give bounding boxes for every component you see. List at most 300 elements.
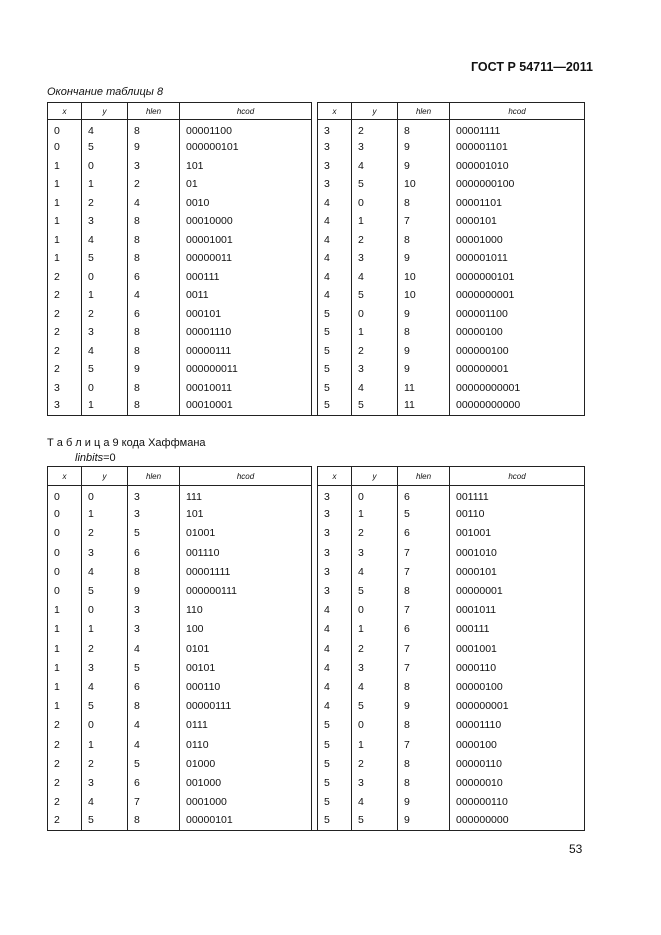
- table-row: [48, 793, 585, 812]
- cell-x: 5: [318, 379, 352, 398]
- cell-y: 0: [352, 486, 398, 505]
- cell-x: 4: [318, 697, 352, 716]
- cell-hlen: 9: [128, 581, 180, 600]
- cell-x: 5: [318, 735, 352, 754]
- cell-x: 0: [48, 120, 82, 139]
- table-row: [48, 249, 585, 268]
- cell-y: 4: [352, 677, 398, 696]
- cell-hcod: 001000: [180, 773, 312, 792]
- cell-x: 4: [318, 677, 352, 696]
- table-row: [48, 658, 585, 677]
- cell-x: 2: [48, 754, 82, 773]
- cell-y: 2: [352, 342, 398, 361]
- cell-hlen: 3: [128, 486, 180, 505]
- cell-hcod: 00110: [450, 505, 585, 524]
- cell-hlen: 8: [398, 231, 450, 250]
- cell-hcod: 00101: [180, 658, 312, 677]
- cell-hlen: 9: [398, 697, 450, 716]
- cell-y: 0: [352, 305, 398, 324]
- table-row: [48, 120, 585, 139]
- table-row: [48, 620, 585, 639]
- cell-y: 4: [352, 379, 398, 398]
- cell-x: 1: [48, 212, 82, 231]
- table-row: [48, 379, 585, 398]
- cell-y: 0: [82, 379, 128, 398]
- cell-x: 2: [48, 716, 82, 735]
- cell-y: 3: [352, 773, 398, 792]
- cell-hcod: 0001001: [450, 639, 585, 658]
- cell-y: 5: [352, 697, 398, 716]
- cell-y: 3: [352, 249, 398, 268]
- cell-hlen: 8: [398, 677, 450, 696]
- cell-y: 5: [82, 138, 128, 157]
- cell-y: 2: [352, 754, 398, 773]
- cell-hcod: 00000011: [180, 249, 312, 268]
- cell-y: 1: [82, 175, 128, 194]
- cell-hlen: 6: [128, 773, 180, 792]
- cell-hlen: 6: [128, 305, 180, 324]
- cell-x: 4: [318, 231, 352, 250]
- cell-hcod: 000000100: [450, 342, 585, 361]
- cell-hcod: 00000001: [450, 581, 585, 600]
- table-row: [48, 505, 585, 524]
- cell-x: 4: [318, 639, 352, 658]
- cell-hcod: 0011: [180, 286, 312, 305]
- table-row: [48, 397, 585, 416]
- cell-x: 5: [318, 305, 352, 324]
- col-header-hcod: hcod: [180, 103, 312, 120]
- cell-x: 5: [318, 397, 352, 416]
- cell-x: 3: [318, 486, 352, 505]
- cell-y: 0: [82, 486, 128, 505]
- cell-x: 4: [318, 286, 352, 305]
- cell-hlen: 8: [398, 773, 450, 792]
- cell-x: 0: [48, 543, 82, 562]
- cell-hlen: 5: [398, 505, 450, 524]
- cell-y: 5: [82, 581, 128, 600]
- cell-y: 3: [352, 543, 398, 562]
- cell-x: 1: [48, 639, 82, 658]
- cell-hlen: 6: [128, 268, 180, 287]
- cell-x: 1: [48, 231, 82, 250]
- cell-hcod: 0101: [180, 639, 312, 658]
- col-header-y: y: [82, 103, 128, 120]
- table-row: [48, 286, 585, 305]
- cell-hlen: 2: [128, 175, 180, 194]
- cell-x: 0: [48, 562, 82, 581]
- cell-hlen: 9: [398, 342, 450, 361]
- cell-y: 1: [82, 505, 128, 524]
- cell-hlen: 8: [128, 397, 180, 416]
- cell-x: 1: [48, 658, 82, 677]
- cell-hlen: 10: [398, 268, 450, 287]
- cell-x: 5: [318, 793, 352, 812]
- cell-x: 4: [318, 249, 352, 268]
- cell-y: 1: [352, 620, 398, 639]
- cell-x: 0: [48, 505, 82, 524]
- cell-hlen: 10: [398, 175, 450, 194]
- cell-y: 1: [352, 735, 398, 754]
- col-header-y: y: [352, 103, 398, 120]
- cell-hcod: 000000110: [450, 793, 585, 812]
- cell-hlen: 7: [398, 735, 450, 754]
- cell-y: 0: [82, 157, 128, 176]
- cell-x: 1: [48, 620, 82, 639]
- table-row: [48, 175, 585, 194]
- cell-x: 3: [318, 524, 352, 543]
- cell-y: 0: [82, 601, 128, 620]
- cell-hcod: 00000110: [450, 754, 585, 773]
- cell-hcod: 00001110: [450, 716, 585, 735]
- cell-x: 3: [318, 157, 352, 176]
- col-header-x: x: [318, 103, 352, 120]
- table-row: [48, 486, 585, 505]
- cell-hcod: 00000010: [450, 773, 585, 792]
- col-header-hcod: hcod: [450, 103, 585, 120]
- cell-hcod: 000000001: [450, 360, 585, 379]
- cell-hlen: 4: [128, 639, 180, 658]
- cell-hcod: 0110: [180, 735, 312, 754]
- cell-y: 2: [82, 639, 128, 658]
- cell-x: 2: [48, 793, 82, 812]
- cell-y: 1: [352, 212, 398, 231]
- cell-hlen: 4: [128, 735, 180, 754]
- cell-hcod: 0010: [180, 194, 312, 213]
- cell-hcod: 00001111: [180, 562, 312, 581]
- cell-hlen: 3: [128, 620, 180, 639]
- cell-hcod: 0000000001: [450, 286, 585, 305]
- cell-hcod: 0001011: [450, 601, 585, 620]
- cell-hlen: 9: [398, 138, 450, 157]
- cell-hcod: 0000101: [450, 562, 585, 581]
- cell-hlen: 5: [128, 524, 180, 543]
- linbits-value: =0: [103, 452, 116, 464]
- cell-hcod: 000001010: [450, 157, 585, 176]
- cell-y: 4: [82, 120, 128, 139]
- cell-hlen: 8: [128, 120, 180, 139]
- cell-hlen: 6: [128, 677, 180, 696]
- cell-hlen: 9: [398, 812, 450, 831]
- cell-hlen: 11: [398, 379, 450, 398]
- cell-x: 3: [48, 379, 82, 398]
- cell-hcod: 00001111: [450, 120, 585, 139]
- cell-hlen: 8: [128, 231, 180, 250]
- cell-y: 2: [352, 639, 398, 658]
- cell-y: 4: [352, 562, 398, 581]
- cell-x: 2: [48, 268, 82, 287]
- cell-hcod: 000110: [180, 677, 312, 696]
- table-row: [48, 754, 585, 773]
- col-header-hlen: hlen: [128, 103, 180, 120]
- table-row: [48, 194, 585, 213]
- cell-x: 5: [318, 754, 352, 773]
- cell-x: 3: [318, 175, 352, 194]
- cell-hcod: 110: [180, 601, 312, 620]
- col-header-hlen: hlen: [398, 103, 450, 120]
- cell-y: 0: [82, 716, 128, 735]
- cell-y: 5: [82, 812, 128, 831]
- cell-hcod: 000000101: [180, 138, 312, 157]
- cell-hcod: 101: [180, 157, 312, 176]
- cell-x: 0: [48, 524, 82, 543]
- cell-hcod: 00000111: [180, 697, 312, 716]
- cell-hlen: 8: [398, 323, 450, 342]
- linbits-label: [75, 452, 116, 464]
- table-row: [48, 524, 585, 543]
- cell-hlen: 7: [398, 543, 450, 562]
- cell-hcod: 00001001: [180, 231, 312, 250]
- cell-hlen: 8: [128, 342, 180, 361]
- cell-x: 5: [318, 323, 352, 342]
- cell-hcod: 0000000101: [450, 268, 585, 287]
- cell-y: 5: [82, 360, 128, 379]
- table-row: [48, 543, 585, 562]
- cell-hlen: 7: [398, 639, 450, 658]
- cell-hcod: 000000011: [180, 360, 312, 379]
- cell-hlen: 3: [128, 505, 180, 524]
- cell-hcod: 0000110: [450, 658, 585, 677]
- cell-hcod: 000111: [450, 620, 585, 639]
- cell-y: 1: [82, 397, 128, 416]
- cell-hcod: 00001101: [450, 194, 585, 213]
- cell-y: 4: [82, 562, 128, 581]
- cell-hlen: 9: [398, 305, 450, 324]
- cell-x: 0: [48, 138, 82, 157]
- cell-y: 1: [352, 505, 398, 524]
- table-row: [48, 323, 585, 342]
- col-header-x: x: [48, 467, 82, 486]
- cell-y: 4: [82, 677, 128, 696]
- cell-y: 3: [352, 138, 398, 157]
- cell-x: 3: [48, 397, 82, 416]
- cell-y: 5: [82, 249, 128, 268]
- table-row: [48, 639, 585, 658]
- cell-hlen: 9: [398, 157, 450, 176]
- cell-hcod: 0001010: [450, 543, 585, 562]
- cell-hlen: 8: [398, 716, 450, 735]
- cell-y: 2: [352, 120, 398, 139]
- cell-hlen: 8: [398, 194, 450, 213]
- cell-y: 1: [82, 286, 128, 305]
- cell-hcod: 001110: [180, 543, 312, 562]
- table-row: [48, 157, 585, 176]
- cell-y: 2: [82, 754, 128, 773]
- cell-hcod: 001111: [450, 486, 585, 505]
- cell-x: 3: [318, 543, 352, 562]
- table-header-row: [48, 103, 585, 120]
- cell-y: 5: [82, 697, 128, 716]
- cell-x: 3: [318, 505, 352, 524]
- col-header-hlen: hlen: [398, 467, 450, 486]
- cell-hcod: 00000101: [180, 812, 312, 831]
- cell-hlen: 9: [128, 360, 180, 379]
- cell-y: 3: [82, 212, 128, 231]
- cell-hlen: 10: [398, 286, 450, 305]
- cell-y: 1: [82, 620, 128, 639]
- cell-hcod: 00001100: [180, 120, 312, 139]
- cell-y: 3: [82, 658, 128, 677]
- table8-caption: Окончание таблицы 8: [47, 86, 164, 98]
- cell-hlen: 9: [398, 249, 450, 268]
- cell-hlen: 3: [128, 601, 180, 620]
- cell-x: 4: [318, 268, 352, 287]
- table-header-row: [48, 467, 585, 486]
- table-row: [48, 268, 585, 287]
- table-row: [48, 342, 585, 361]
- cell-hcod: 00000100: [450, 323, 585, 342]
- table-row: [48, 735, 585, 754]
- cell-x: 1: [48, 677, 82, 696]
- cell-hlen: 7: [128, 793, 180, 812]
- table-row: [48, 716, 585, 735]
- cell-hlen: 6: [128, 543, 180, 562]
- cell-hlen: 8: [128, 323, 180, 342]
- cell-y: 5: [352, 581, 398, 600]
- cell-hcod: 000001101: [450, 138, 585, 157]
- cell-x: 5: [318, 716, 352, 735]
- cell-hcod: 00000000000: [450, 397, 585, 416]
- cell-y: 5: [352, 175, 398, 194]
- cell-hlen: 8: [128, 379, 180, 398]
- cell-y: 4: [352, 793, 398, 812]
- cell-x: 1: [48, 601, 82, 620]
- cell-hcod: 000000111: [180, 581, 312, 600]
- cell-y: 4: [82, 231, 128, 250]
- cell-hlen: 8: [398, 754, 450, 773]
- cell-x: 4: [318, 194, 352, 213]
- cell-x: 3: [318, 138, 352, 157]
- cell-y: 2: [82, 194, 128, 213]
- cell-hcod: 111: [180, 486, 312, 505]
- cell-hlen: 8: [398, 581, 450, 600]
- cell-hcod: 00001000: [450, 231, 585, 250]
- cell-hlen: 6: [398, 620, 450, 639]
- col-header-x: x: [48, 103, 82, 120]
- cell-x: 1: [48, 157, 82, 176]
- linbits-name: linbits: [75, 452, 104, 464]
- cell-x: 2: [48, 323, 82, 342]
- cell-y: 0: [352, 601, 398, 620]
- huffman-table-9: [47, 466, 585, 831]
- cell-hlen: 4: [128, 194, 180, 213]
- cell-y: 2: [352, 524, 398, 543]
- table-row: [48, 138, 585, 157]
- cell-y: 1: [82, 735, 128, 754]
- cell-hlen: 4: [128, 716, 180, 735]
- cell-hcod: 00010001: [180, 397, 312, 416]
- cell-y: 0: [82, 268, 128, 287]
- table-row: [48, 812, 585, 831]
- cell-y: 2: [82, 305, 128, 324]
- cell-y: 5: [352, 812, 398, 831]
- table-row: [48, 360, 585, 379]
- cell-hcod: 0000000100: [450, 175, 585, 194]
- cell-x: 5: [318, 812, 352, 831]
- table-row: [48, 581, 585, 600]
- cell-hlen: 5: [128, 754, 180, 773]
- table-row: [48, 601, 585, 620]
- cell-hcod: 000000001: [450, 697, 585, 716]
- cell-hlen: 6: [398, 486, 450, 505]
- cell-y: 3: [352, 658, 398, 677]
- cell-hcod: 01001: [180, 524, 312, 543]
- cell-x: 2: [48, 360, 82, 379]
- cell-hlen: 8: [128, 812, 180, 831]
- cell-x: 3: [318, 581, 352, 600]
- cell-y: 0: [352, 716, 398, 735]
- cell-x: 2: [48, 735, 82, 754]
- cell-y: 3: [352, 360, 398, 379]
- col-header-x: x: [318, 467, 352, 486]
- col-header-hcod: hcod: [180, 467, 312, 486]
- cell-x: 4: [318, 601, 352, 620]
- cell-hlen: 7: [398, 212, 450, 231]
- cell-hlen: 7: [398, 601, 450, 620]
- huffman-table-8: [47, 102, 585, 416]
- cell-hcod: 101: [180, 505, 312, 524]
- cell-x: 1: [48, 194, 82, 213]
- col-header-hlen: hlen: [128, 467, 180, 486]
- cell-y: 5: [352, 286, 398, 305]
- col-header-y: y: [82, 467, 128, 486]
- cell-x: 0: [48, 581, 82, 600]
- page-number: 53: [569, 842, 583, 856]
- col-header-hcod: hcod: [450, 467, 585, 486]
- cell-x: 3: [318, 120, 352, 139]
- cell-hcod: 000101: [180, 305, 312, 324]
- cell-hlen: 5: [128, 658, 180, 677]
- cell-hlen: 6: [398, 524, 450, 543]
- cell-x: 2: [48, 286, 82, 305]
- cell-y: 4: [82, 342, 128, 361]
- cell-hlen: 7: [398, 562, 450, 581]
- cell-hcod: 00010011: [180, 379, 312, 398]
- cell-x: 4: [318, 620, 352, 639]
- cell-hcod: 100: [180, 620, 312, 639]
- table9-caption: Т а б л и ц а 9 кода Хаффмана: [47, 437, 206, 449]
- cell-y: 3: [82, 773, 128, 792]
- cell-x: 0: [48, 486, 82, 505]
- cell-hcod: 0111: [180, 716, 312, 735]
- cell-y: 4: [352, 157, 398, 176]
- cell-hlen: 9: [398, 360, 450, 379]
- cell-y: 2: [352, 231, 398, 250]
- cell-hcod: 0000101: [450, 212, 585, 231]
- cell-x: 2: [48, 342, 82, 361]
- cell-hcod: 00000000001: [450, 379, 585, 398]
- table-row: [48, 697, 585, 716]
- cell-y: 0: [352, 194, 398, 213]
- cell-hcod: 0000100: [450, 735, 585, 754]
- cell-y: 1: [352, 323, 398, 342]
- cell-x: 1: [48, 175, 82, 194]
- cell-hcod: 000001100: [450, 305, 585, 324]
- cell-y: 4: [352, 268, 398, 287]
- cell-y: 3: [82, 323, 128, 342]
- cell-hlen: 4: [128, 286, 180, 305]
- cell-x: 5: [318, 342, 352, 361]
- cell-hlen: 8: [128, 697, 180, 716]
- cell-hcod: 001001: [450, 524, 585, 543]
- cell-hcod: 00010000: [180, 212, 312, 231]
- cell-hlen: 9: [128, 138, 180, 157]
- cell-y: 5: [352, 397, 398, 416]
- cell-y: 4: [82, 793, 128, 812]
- cell-hcod: 00000100: [450, 677, 585, 696]
- table-row: [48, 677, 585, 696]
- cell-x: 1: [48, 697, 82, 716]
- cell-y: 3: [82, 543, 128, 562]
